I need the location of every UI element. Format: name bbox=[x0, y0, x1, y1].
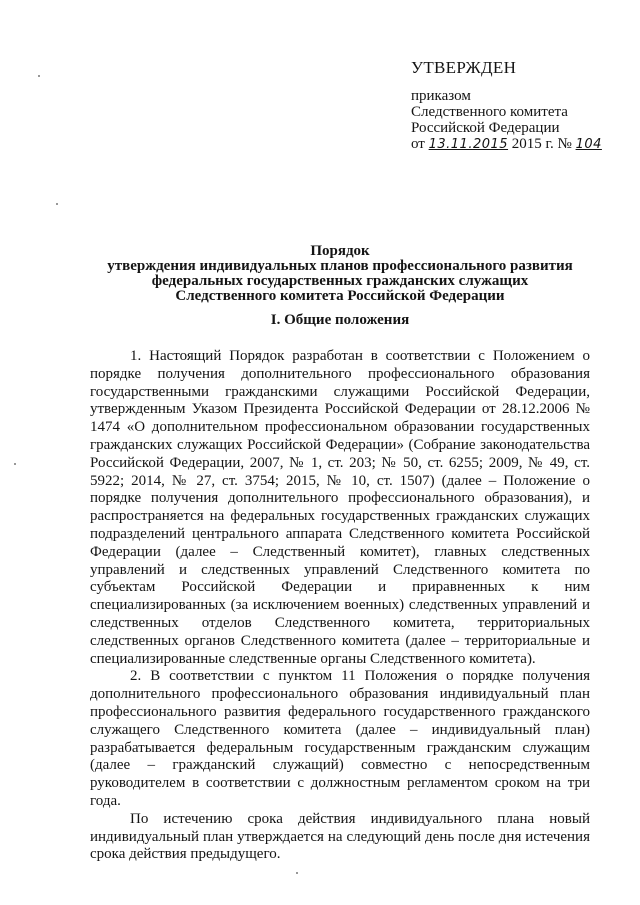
scan-speck bbox=[14, 463, 16, 465]
title-line-2: утверждения индивидуальных планов профессионального развития bbox=[107, 258, 573, 274]
date-year: 2015 г. № bbox=[511, 136, 572, 152]
document-body bbox=[90, 348, 590, 864]
handwritten-date: 13.11.2015 bbox=[428, 137, 509, 152]
date-prefix: от bbox=[411, 136, 425, 152]
federation-line: Российской Федерации bbox=[411, 120, 560, 136]
title-line-3: федеральных государственных гражданских служащих bbox=[151, 273, 529, 289]
title-line-1: Порядок bbox=[310, 243, 370, 259]
section-heading: I. Общие положения bbox=[270, 312, 410, 328]
scan-speck bbox=[296, 872, 298, 874]
document-title bbox=[90, 244, 590, 304]
date-line bbox=[411, 136, 631, 153]
paragraph-1: 1. Настоящий Порядок разработан в соответствии с Положением о порядке получения дополнительного профессионального образования государственными гражданскими служащими Российской Федерации, утвержденным Указом Президента Российской Федерации от 28.12.2006 № 1474 «О дополнительном профессиональном образовании государственных гражданских служащих Российской Федерации» (Собрание законодательства Российской Федерации, 2007, № 1, ст. 203; № 50, ст. 6255; 2009, № 49, ст. 5922; 2014, № 27, ст. 3754; 2015, № 10, ст. 1507) (далее – Положение о порядке получения дополнительного профессионального образования), и распространяется на федеральных государственных гражданских служащих подразделений центрального аппарата Следственного комитета Российской Федерации (далее – Следственный комитет), главных следственных управлений и следственных управлений Следственного комитета по субъектам Российской Федерации и приравненных к ним специализированных (за исключением военных) следственных управлений и следственных отделов Следственного комитета, территориальных следственных органов Следственного комитета (далее – территориальные и специализированные следственные органы Следственного комитета). bbox=[90, 348, 590, 667]
paragraph-2: 2. В соответствии с пунктом 11 Положения о порядке получения дополнительного профессионального образования индивидуальный план профессионального развития федерального государственного гражданского служащего Следственного комитета (далее – индивидуальный план) разрабатывается федеральным государственным гражданским служащим (далее – гражданский служащий) совместно с непосредственным руководителем в соответствии с должностным регламентом сроком на три года. bbox=[90, 668, 590, 809]
scan-speck bbox=[38, 75, 40, 77]
paragraph-3: По истечению срока действия индивидуального плана новый индивидуальный план утверждается на следующий день после дня истечения срока действия предыдущего. bbox=[90, 810, 590, 863]
title-line-4: Следственного комитета Российской Федерации bbox=[175, 288, 505, 304]
committee-line: Следственного комитета bbox=[411, 104, 568, 120]
scan-speck bbox=[56, 203, 58, 205]
order-line: приказом bbox=[411, 88, 471, 104]
handwritten-order-number: 104 bbox=[575, 137, 602, 152]
approval-block bbox=[411, 60, 631, 153]
approved-label: УТВЕРЖДЕН bbox=[411, 58, 517, 77]
